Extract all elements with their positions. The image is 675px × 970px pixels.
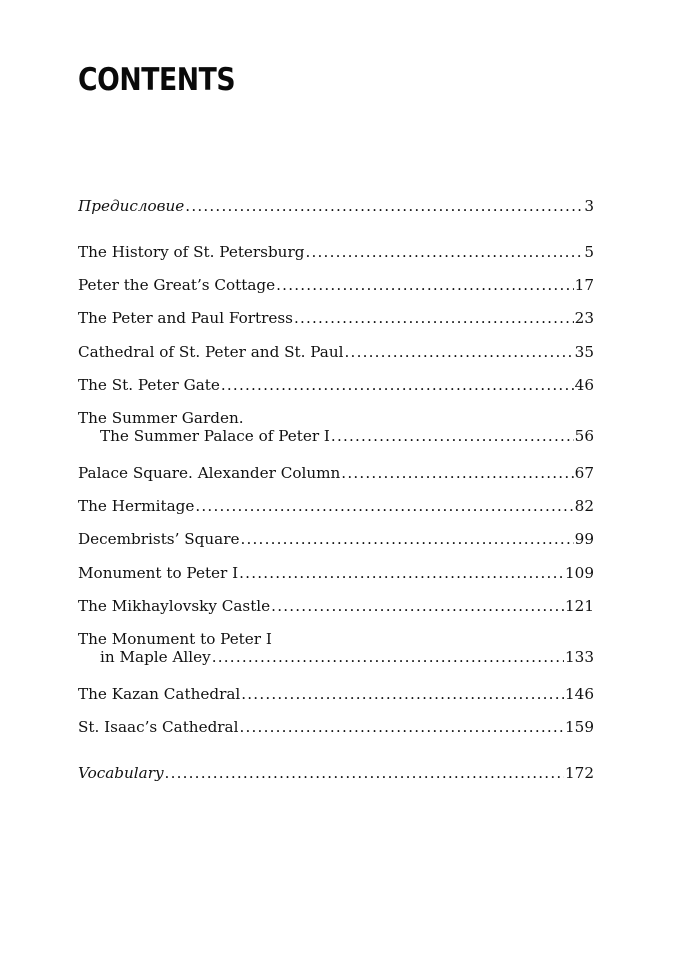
toc-entry-title: The Peter and Paul Fortress (78, 309, 293, 327)
toc-entry-page: 5 (584, 243, 594, 261)
toc-entry[interactable] (78, 718, 594, 736)
toc-entry-title: Vocabulary (78, 764, 164, 782)
toc-entry[interactable] (78, 343, 594, 361)
toc-entry-title: Monument to Peter I (78, 564, 239, 582)
toc-entry-title: Cathedral of St. Peter and St. Paul (78, 343, 344, 361)
toc-entry-title: The Mikhaylovsky Castle (78, 597, 271, 615)
toc-entry-page: 17 (574, 276, 594, 294)
toc-entry[interactable] (78, 309, 594, 327)
toc-entry-title: Peter the Great’s Cottage (78, 276, 276, 294)
toc-entry-title: The Hermitage (78, 497, 195, 515)
dot-leader (341, 464, 573, 482)
toc-entry-title: Предисловие (78, 197, 185, 215)
toc-entry[interactable] (78, 685, 594, 703)
toc-entry-title: The St. Peter Gate (78, 376, 220, 394)
dot-leader (240, 530, 573, 548)
toc-entry[interactable] (78, 530, 594, 548)
dot-leader (195, 497, 573, 515)
dot-leader (271, 597, 564, 615)
toc-entry-page: 146 (565, 685, 594, 703)
toc-entry-page: 82 (574, 497, 594, 515)
dot-leader (305, 243, 583, 261)
toc-entry-title: St. Isaac’s Cathedral (78, 718, 239, 736)
toc-entry[interactable] (78, 276, 594, 294)
toc-entry[interactable] (78, 243, 594, 261)
dot-leader (212, 648, 564, 666)
toc-entry-title: Palace Square. Alexander Column (78, 464, 341, 482)
dot-leader (294, 309, 574, 327)
dot-leader (165, 764, 564, 782)
toc-entry-page: 99 (574, 530, 594, 548)
toc-entry[interactable] (78, 409, 594, 445)
dot-leader (185, 197, 583, 215)
page-title: CONTENTS (78, 62, 236, 98)
toc-entry-title: The Summer Palace of Peter I (100, 427, 330, 445)
dot-leader (276, 276, 574, 294)
toc-entry-preface[interactable] (78, 197, 594, 215)
toc-entry[interactable] (78, 597, 594, 615)
toc-entry-page: 35 (574, 343, 594, 361)
toc-entry[interactable] (78, 376, 594, 394)
toc-entry-title: The Kazan Cathedral (78, 685, 241, 703)
toc-entry-page: 159 (565, 718, 594, 736)
toc-entry-page: 121 (565, 597, 594, 615)
dot-leader (239, 564, 564, 582)
toc-entry-page: 23 (574, 309, 594, 327)
dot-leader (241, 685, 564, 703)
toc-entry-title: Decembrists’ Square (78, 530, 240, 548)
toc-entry-title: The History of St. Petersburg (78, 243, 305, 261)
toc-entry[interactable] (78, 564, 594, 582)
toc-entry-title-line1: The Monument to Peter I (78, 630, 272, 648)
toc-entry[interactable] (78, 464, 594, 482)
toc-entry-page: 46 (574, 376, 594, 394)
toc-entry-page: 133 (565, 648, 594, 666)
toc-entry-page: 172 (565, 764, 594, 782)
toc-entry-vocabulary[interactable] (78, 764, 594, 782)
dot-leader (345, 343, 574, 361)
toc-entry-page: 3 (584, 197, 594, 215)
dot-leader (331, 427, 574, 445)
toc-entry-page: 67 (574, 464, 594, 482)
dot-leader (221, 376, 574, 394)
toc-entry-title: in Maple Alley (100, 648, 211, 666)
toc-entry-title-line1: The Summer Garden. (78, 409, 244, 427)
toc-entry[interactable] (78, 630, 594, 666)
toc-entry[interactable] (78, 497, 594, 515)
dot-leader (239, 718, 564, 736)
toc-entry-page: 56 (574, 427, 594, 445)
toc-entry-page: 109 (565, 564, 594, 582)
